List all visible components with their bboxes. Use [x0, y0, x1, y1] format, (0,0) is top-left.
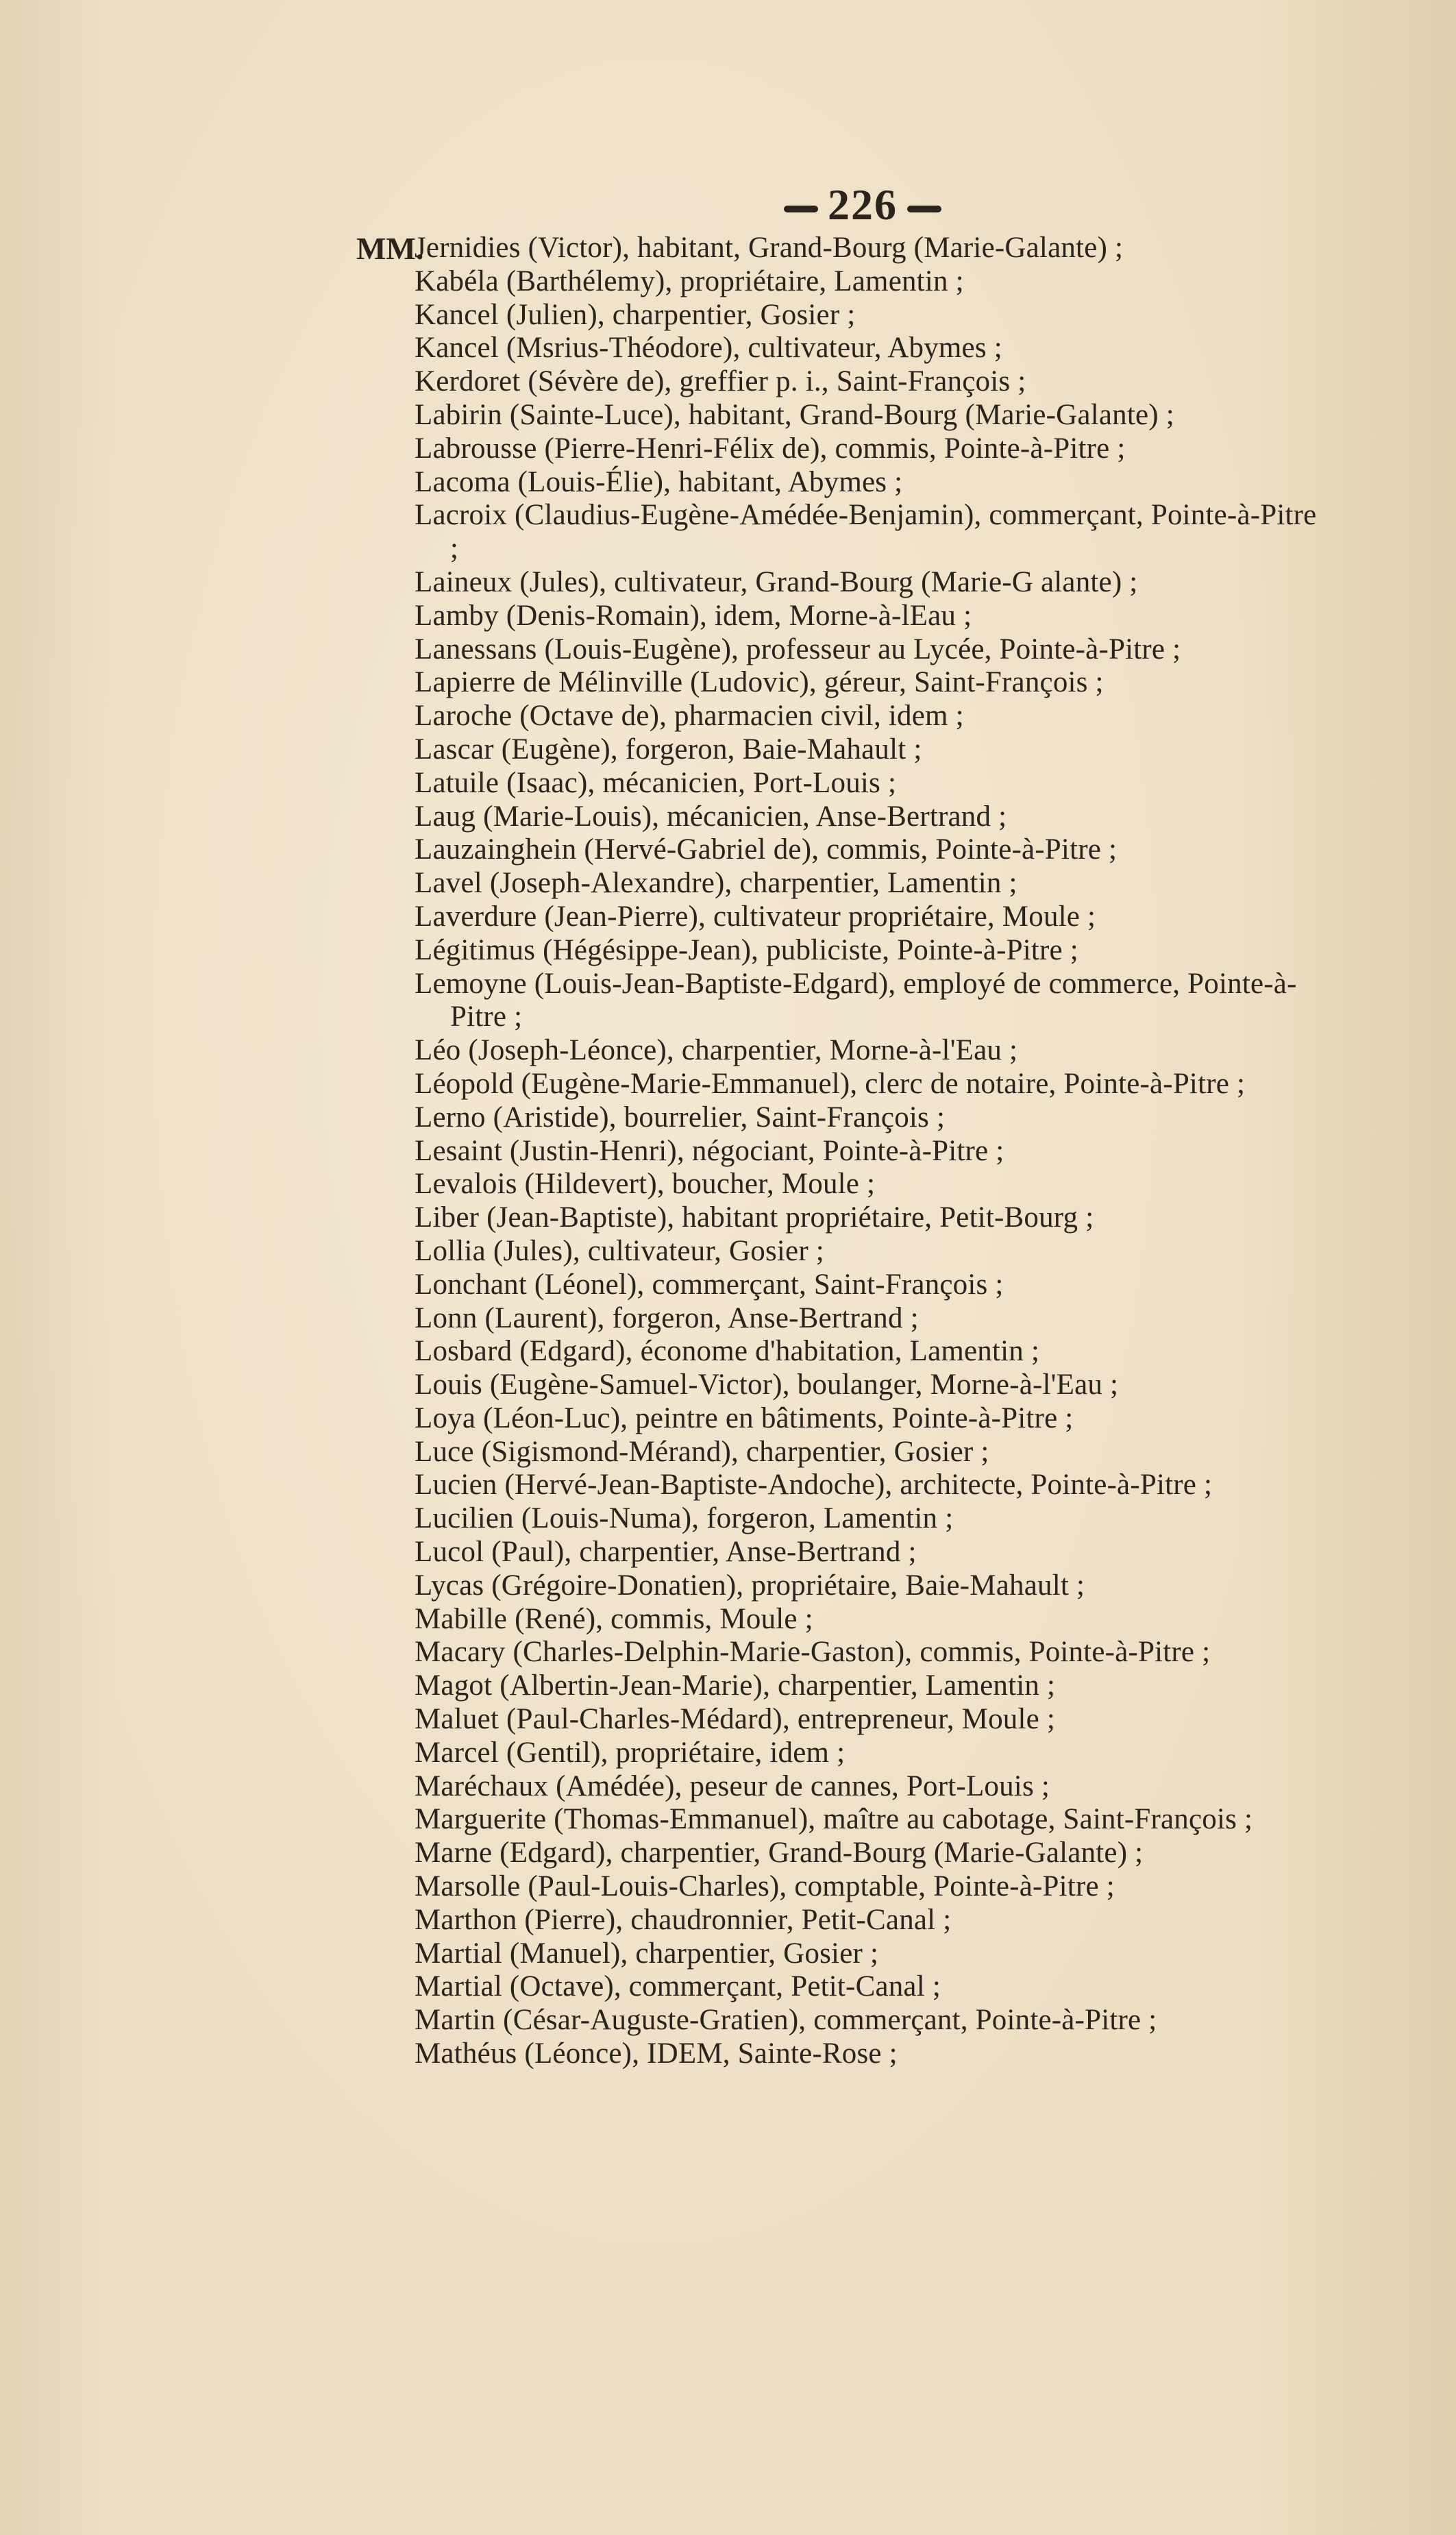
list-item: Lollia (Jules), cultivateur, Gosier ; [415, 1234, 824, 1267]
list-item: Labrousse (Pierre-Henri-Félix de), commis, Pointe-à-Pitre ; [415, 432, 1126, 465]
page-number-text: 226 [828, 180, 898, 229]
list-item: Lucilien (Louis-Numa), forgeron, Lamentin ; [415, 1502, 954, 1535]
list-item: Maluet (Paul-Charles-Médard), entrepreneur, Moule ; [415, 1703, 1056, 1736]
list-item: Marcel (Gentil), propriétaire, idem ; [415, 1736, 846, 1769]
list-item: Laineux (Jules), cultivateur, Grand-Bourg (Marie-G alante) ; [415, 565, 1138, 598]
list-item: Losbard (Edgard), économe d'habitation, Lamentin ; [415, 1335, 1040, 1368]
list-item: Kerdoret (Sévère de), greffier p. i., Saint-François ; [415, 365, 1026, 398]
list-item: Laroche (Octave de), pharmacien civil, idem ; [415, 700, 964, 733]
messieurs-prefix: MM. [356, 231, 424, 266]
list-item: Martial (Manuel), charpentier, Gosier ; [415, 1937, 879, 1970]
list-item: Laug (Marie-Louis), mécanicien, Anse-Bertrand ; [415, 800, 1007, 833]
list-item: Lacroix (Claudius-Eugène-Amédée-Benjamin), commerçant, Pointe-à-Pitre ; [415, 499, 1317, 565]
list-item: Levalois (Hildevert), boucher, Moule ; [415, 1168, 876, 1201]
left-dash-ornament [784, 206, 818, 212]
list-item: Macary (Charles-Delphin-Marie-Gaston), commis, Pointe-à-Pitre ; [415, 1636, 1211, 1669]
list-item: Lapierre de Mélinville (Ludovic), géreur, Saint-François ; [415, 666, 1104, 699]
list-item: Jernidies (Victor), habitant, Grand-Bourg (Marie-Galante) ; [415, 232, 1124, 264]
list-item: Mabille (René), commis, Moule ; [415, 1602, 813, 1635]
list-item: Marguerite (Thomas-Emmanuel), maître au cabotage, Saint-François ; [415, 1803, 1253, 1836]
list-item: Luce (Sigismond-Mérand), charpentier, Gosier ; [415, 1435, 989, 1468]
list-item: Latuile (Isaac), mécanicien, Port-Louis ; [415, 766, 897, 799]
list-item: Loya (Léon-Luc), peintre en bâtiments, Pointe-à-Pitre ; [415, 1401, 1074, 1434]
list-item: Lonchant (Léonel), commerçant, Saint-François ; [415, 1268, 1004, 1301]
list-item: Léo (Joseph-Léonce), charpentier, Morne-à-l'Eau ; [415, 1034, 1018, 1067]
list-item: Lonn (Laurent), forgeron, Anse-Bertrand ; [415, 1301, 919, 1334]
list-item: Lemoyne (Louis-Jean-Baptiste-Edgard), employé de commerce, Pointe-à-Pitre ; [415, 967, 1297, 1033]
list-item: Kancel (Msrius-Théodore), cultivateur, Abymes ; [415, 332, 1002, 365]
list-item: Lerno (Aristide), bourrelier, Saint-François ; [415, 1101, 946, 1134]
list-item: Laverdure (Jean-Pierre), cultivateur propriétaire, Moule ; [415, 900, 1096, 933]
list-item: Léopold (Eugène-Marie-Emmanuel), clerc de notaire, Pointe-à-Pitre ; [415, 1067, 1246, 1100]
list-item: Lycas (Grégoire-Donatien), propriétaire, Baie-Mahault ; [415, 1569, 1085, 1602]
list-item: Marsolle (Paul-Louis-Charles), comptable, Pointe-à-Pitre ; [415, 1870, 1115, 1903]
list-item: Lacoma (Louis-Élie), habitant, Abymes ; [415, 465, 903, 498]
list-item: Louis (Eugène-Samuel-Victor), boulanger, Morne-à-l'Eau ; [415, 1369, 1119, 1401]
page-number [774, 180, 951, 230]
list-item: Marthon (Pierre), chaudronnier, Petit-Canal ; [415, 1903, 952, 1936]
list-item: Lauzainghein (Hervé-Gabriel de), commis, Pointe-à-Pitre ; [415, 833, 1118, 866]
list-item: Légitimus (Hégésippe-Jean), publiciste, Pointe-à-Pitre ; [415, 933, 1078, 966]
list-item: Martial (Octave), commerçant, Petit-Canal ; [415, 1970, 941, 2003]
list-item: Martin (César-Auguste-Gratien), commerçant, Pointe-à-Pitre ; [415, 2004, 1157, 2037]
list-item: Kancel (Julien), charpentier, Gosier ; [415, 298, 856, 331]
name-list [415, 232, 1329, 2071]
list-item: Kabéla (Barthélemy), propriétaire, Lamentin ; [415, 265, 964, 297]
right-dash-ornament [907, 206, 941, 212]
list-item: Liber (Jean-Baptiste), habitant propriétaire, Petit-Bourg ; [415, 1201, 1094, 1234]
list-item: Maréchaux (Amédée), peseur de cannes, Port-Louis ; [415, 1769, 1050, 1802]
list-item: Lanessans (Louis-Eugène), professeur au Lycée, Pointe-à-Pitre ; [415, 633, 1181, 665]
list-item: Lucien (Hervé-Jean-Baptiste-Andoche), architecte, Pointe-à-Pitre ; [415, 1469, 1213, 1502]
list-item: Lamby (Denis-Romain), idem, Morne-à-lEau ; [415, 599, 972, 632]
list-item: Mathéus (Léonce), IDEM, Sainte-Rose ; [415, 2037, 898, 2070]
name-list-block [356, 232, 1329, 2071]
list-item: Magot (Albertin-Jean-Marie), charpentier, Lamentin ; [415, 1669, 1056, 1702]
list-item: Lesaint (Justin-Henri), négociant, Pointe-à-Pitre ; [415, 1134, 1004, 1167]
list-item: Lavel (Joseph-Alexandre), charpentier, Lamentin ; [415, 867, 1017, 900]
list-item: Lucol (Paul), charpentier, Anse-Bertrand ; [415, 1536, 917, 1569]
list-item: Marne (Edgard), charpentier, Grand-Bourg (Marie-Galante) ; [415, 1837, 1144, 1870]
list-item: Labirin (Sainte-Luce), habitant, Grand-Bourg (Marie-Galante) ; [415, 398, 1174, 431]
list-item: Lascar (Eugène), forgeron, Baie-Mahault ; [415, 733, 922, 766]
